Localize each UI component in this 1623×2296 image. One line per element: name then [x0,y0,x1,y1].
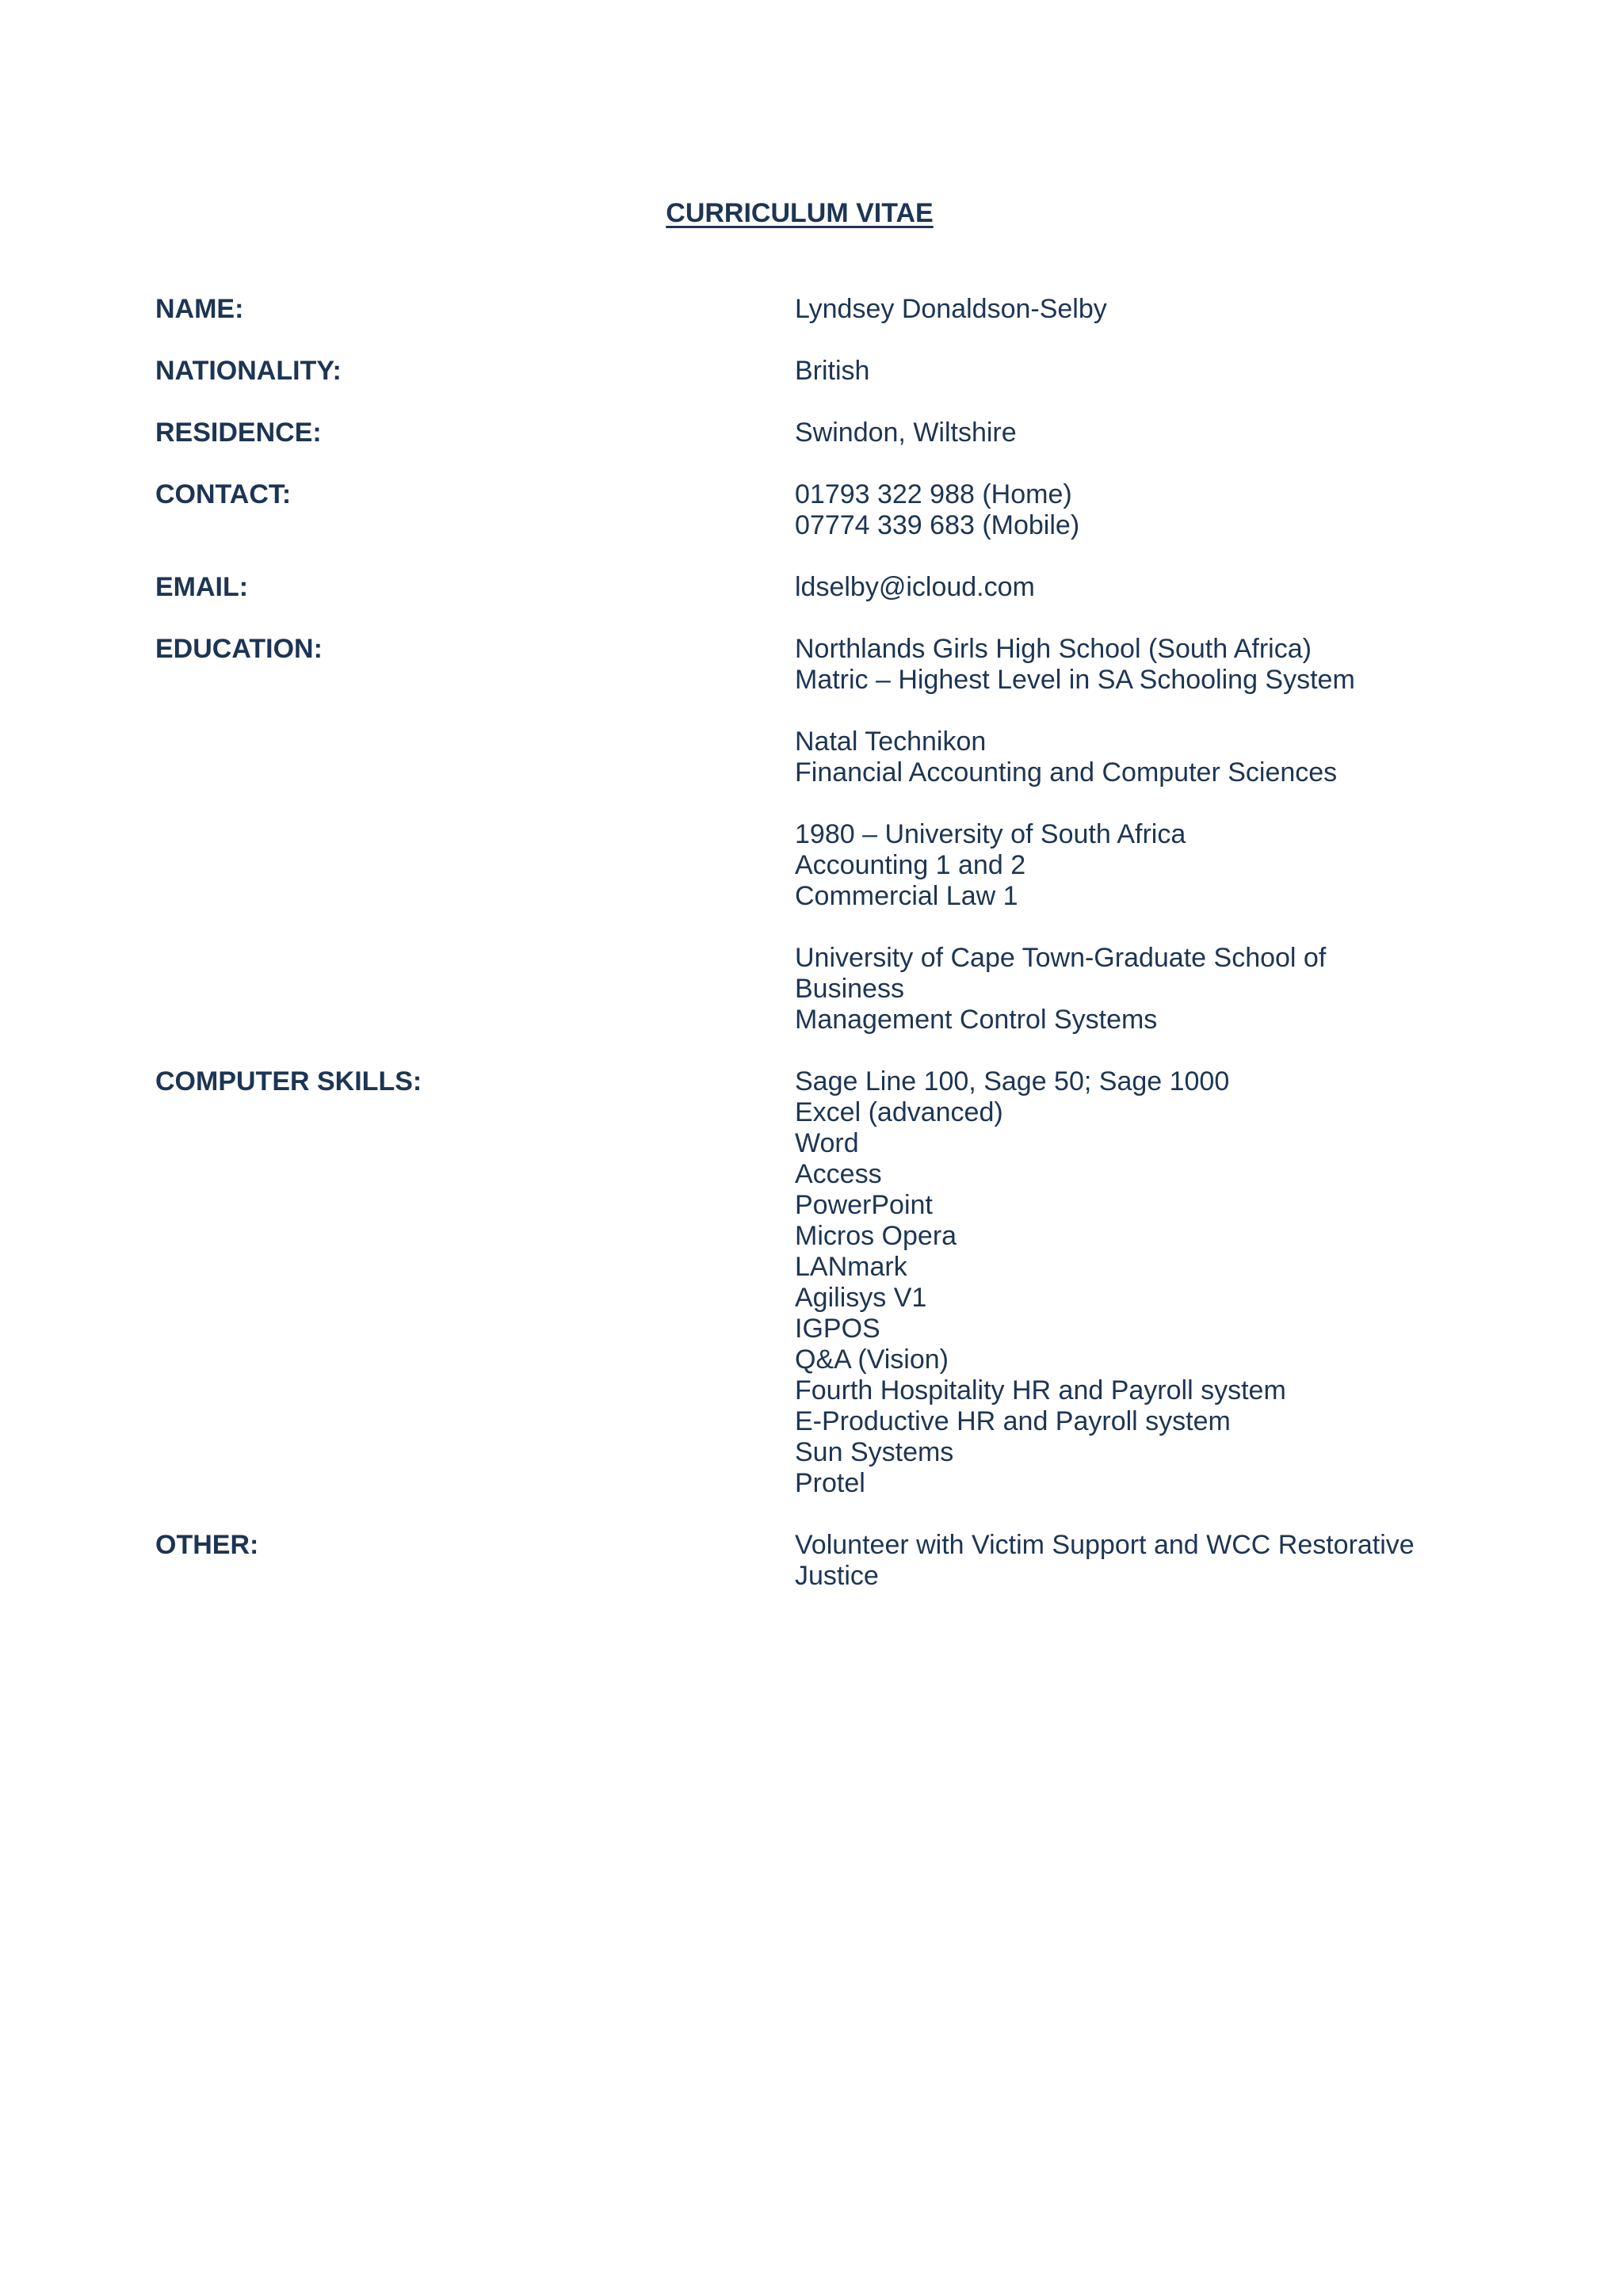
value-line: Northlands Girls High School (South Africa) [795,634,1312,664]
residence-value [795,418,1503,448]
skill-item: Access [795,1159,882,1189]
other-label: OTHER: [155,1530,259,1560]
cv-row-computer-skills [155,1066,1503,1499]
mobile-phone: 07774 339 683 (Mobile) [795,510,1080,540]
skill-item: Micros Opera [795,1221,957,1251]
skill-item: E-Productive HR and Payroll system [795,1406,1231,1436]
education-entry [795,634,1503,696]
education-entry [795,819,1503,912]
value-line: Swindon, Wiltshire [795,418,1017,448]
cv-row-email [155,572,1503,603]
skill-item: Sage Line 100, Sage 50; Sage 1000 [795,1066,1230,1097]
education-label: EDUCATION: [155,634,323,664]
computer-skills-value [795,1066,1503,1499]
contact-label: CONTACT: [155,479,292,509]
skills-list [795,1066,1503,1499]
computer-skills-label: COMPUTER SKILLS: [155,1066,422,1097]
value-line: Management Control Systems [795,1005,1158,1035]
residence-label: RESIDENCE: [155,418,322,448]
value-line: 1980 – University of South Africa [795,819,1186,849]
cv-details [155,294,1503,1623]
nationality-label: NATIONALITY: [155,356,342,386]
nationality-value [795,356,1503,387]
value-line: Business [795,974,904,1004]
cv-row-name [155,294,1503,325]
skill-item: Protel [795,1468,865,1498]
email-label: EMAIL: [155,572,249,602]
cv-row-contact [155,479,1503,541]
value-line: Commercial Law 1 [795,881,1018,911]
education-value [795,634,1503,1035]
contact-value [795,479,1503,541]
value-line: Financial Accounting and Computer Sciences [795,757,1338,788]
education-entry [795,727,1503,788]
skill-item: Fourth Hospitality HR and Payroll system [795,1375,1286,1405]
cv-row-other [155,1530,1503,1592]
value-line: Accounting 1 and 2 [795,850,1026,880]
skill-item: Word [795,1128,859,1158]
page-title: CURRICULUM VITAE [666,198,934,228]
name-value [795,294,1503,325]
skill-item: LANmark [795,1252,907,1282]
education-entry [795,943,1503,1035]
value-line: Matric – Highest Level in SA Schooling System [795,665,1355,695]
other-value [795,1530,1503,1592]
value-line: Volunteer with Victim Support and WCC Restorative [795,1530,1415,1560]
value-line: British [795,356,870,386]
cv-row-nationality [155,356,1503,387]
skill-item: Excel (advanced) [795,1097,1003,1127]
skill-item: Sun Systems [795,1437,954,1467]
value-line: Justice [795,1561,879,1591]
email-value [795,572,1503,603]
skill-item: IGPOS [795,1314,880,1344]
value-line: Natal Technikon [795,727,987,757]
home-phone: 01793 322 988 (Home) [795,479,1072,509]
skill-item: Agilisys V1 [795,1283,927,1313]
skill-item: Q&A (Vision) [795,1344,949,1375]
skill-item: PowerPoint [795,1190,933,1220]
name-label: NAME: [155,294,244,324]
cv-row-education [155,634,1503,1035]
value-line: Lyndsey Donaldson-Selby [795,294,1107,324]
email-address: ldselby@icloud.com [795,572,1035,602]
value-line: University of Cape Town-Graduate School of [795,943,1327,973]
cv-row-residence [155,418,1503,448]
